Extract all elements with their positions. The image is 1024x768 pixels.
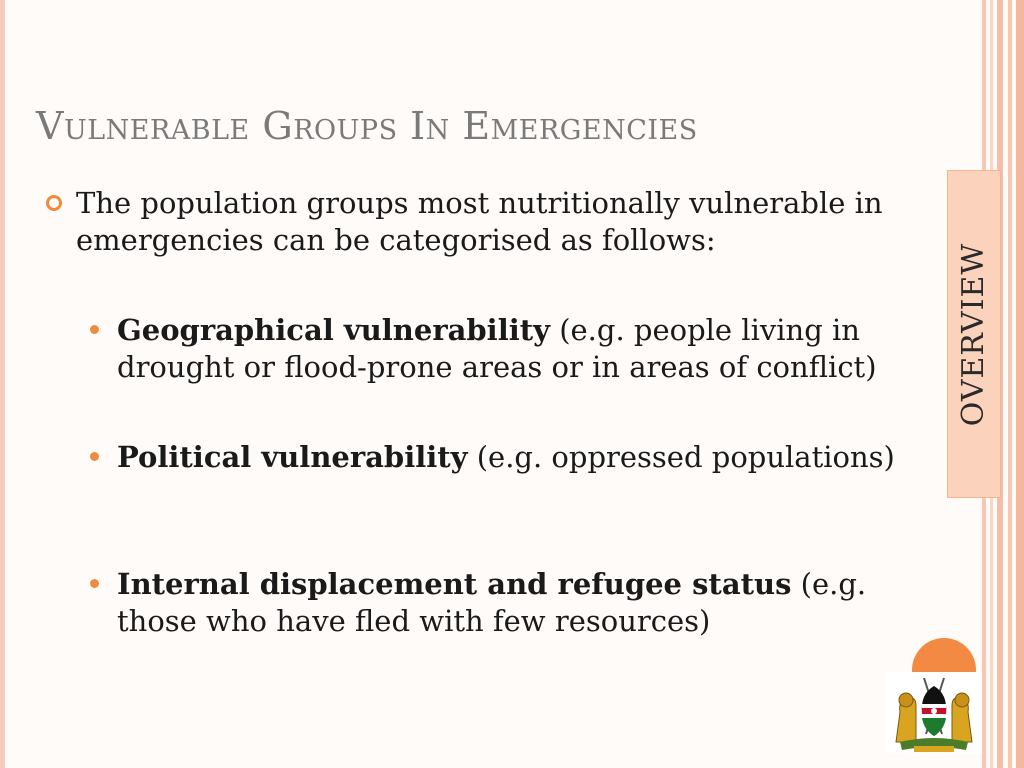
bullet-icon [90,579,99,588]
section-tab-label: OVERVIEW [956,242,992,426]
list-item [117,566,947,640]
item-bold-label: Geographical vulnerability [117,313,550,347]
list-item [117,312,947,386]
intro-paragraph: The population groups most nutritionally vulnerable in emergencies can be categorised as follows: [76,186,883,257]
bullet-icon [90,325,99,334]
slide-title: Vulnerable Groups In Emergencies [36,104,698,148]
bullet-icon [90,452,99,461]
item-detail: (e.g. people living in drought or flood-prone areas or in areas of conflict) [117,313,877,384]
list-item [117,439,947,476]
decor-stripe [1016,0,1024,768]
item-detail: (e.g. oppressed populations) [467,440,895,474]
hollow-bullet-icon [46,195,62,211]
left-border-line [0,0,5,768]
item-bold-label: Political vulnerability [117,440,468,474]
section-tab [947,170,1001,498]
decor-stripe [1008,0,1012,768]
kenya-coat-of-arms-icon [886,672,982,754]
item-bold-label: Internal displacement and refugee status [117,567,792,601]
item-detail: (e.g. those who have fled with few resources) [117,567,867,638]
